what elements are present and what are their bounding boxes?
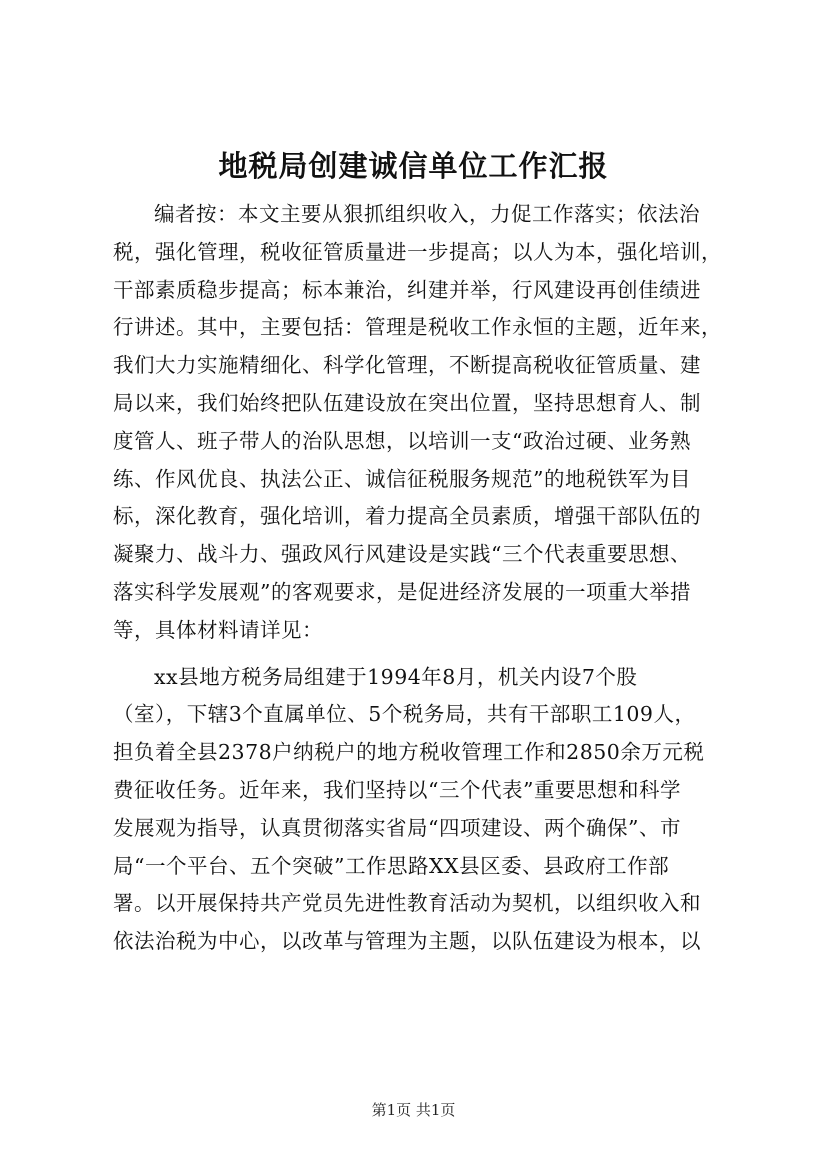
text-line: 依法治税为中心，以改革与管理为主题，以队伍建设为根本，以 [113,929,701,954]
text-line: 练、作风优良、执法公正、诚信征税服务规范”的地税铁军为目 [113,466,691,491]
document-body [113,196,723,961]
text-line: xx县地方税务局组建于1994年8月，机关内设7个股 [154,664,638,689]
text-line: 等，具体材料请详见： [113,617,323,642]
text-line: 行讲述。其中，主要包括：管理是税收工作永恒的主题，近年来， [113,315,722,340]
text-line: 落实科学发展观”的客观要求，是促进经济发展的一项重大举措 [113,579,691,604]
text-line: 费征收任务。近年来，我们坚持以“三个代表”重要思想和科学 [113,777,681,802]
text-line: 编者按：本文主要从狠抓组织收入，力促工作落实；依法治 [154,202,700,226]
text-line: 凝聚力、战斗力、强政风行风建设是实践“三个代表重要思想、 [113,542,691,567]
document-title: 地税局创建诚信单位工作汇报 [218,149,609,183]
text-line: 度管人、班子带人的治队思想，以培训一支“政治过硬、业务熟 [113,428,691,453]
text-line: 担负着全县2378户纳税户的地方税收管理工作和2850余万元税 [113,740,705,765]
text-line: 发展观为指导，认真贯彻落实省局“四项建设、两个确保”、市 [113,815,681,840]
text-line: 干部素质稳步提高；标本兼治，纠建并举，行风建设再创佳绩进 [113,277,701,302]
text-line: 局“一个平台、五个突破”工作思路XX县区委、县政府工作部 [113,853,670,878]
paragraph-editor-note [113,196,723,650]
text-line: 署。以开展保持共产党员先进性教育活动为契机，以组织收入和 [113,891,701,916]
paragraph-main [113,659,723,961]
text-line: （室），下辖3个直属单位、5个税务局，共有干部职工109人， [113,702,696,727]
text-line: 我们大力实施精细化、科学化管理，不断提高税收征管质量、建 [113,353,701,378]
page-number-footer: 第1页 共1页 [371,1101,456,1119]
text-line: 局以来，我们始终把队伍建设放在突出位置，坚持思想育人、制 [113,390,701,415]
text-line: 税，强化管理，税收征管质量进一步提高；以人为本，强化培训， [113,239,722,264]
text-line: 标，深化教育，强化培训，着力提高全员素质，增强干部队伍的 [113,504,701,529]
